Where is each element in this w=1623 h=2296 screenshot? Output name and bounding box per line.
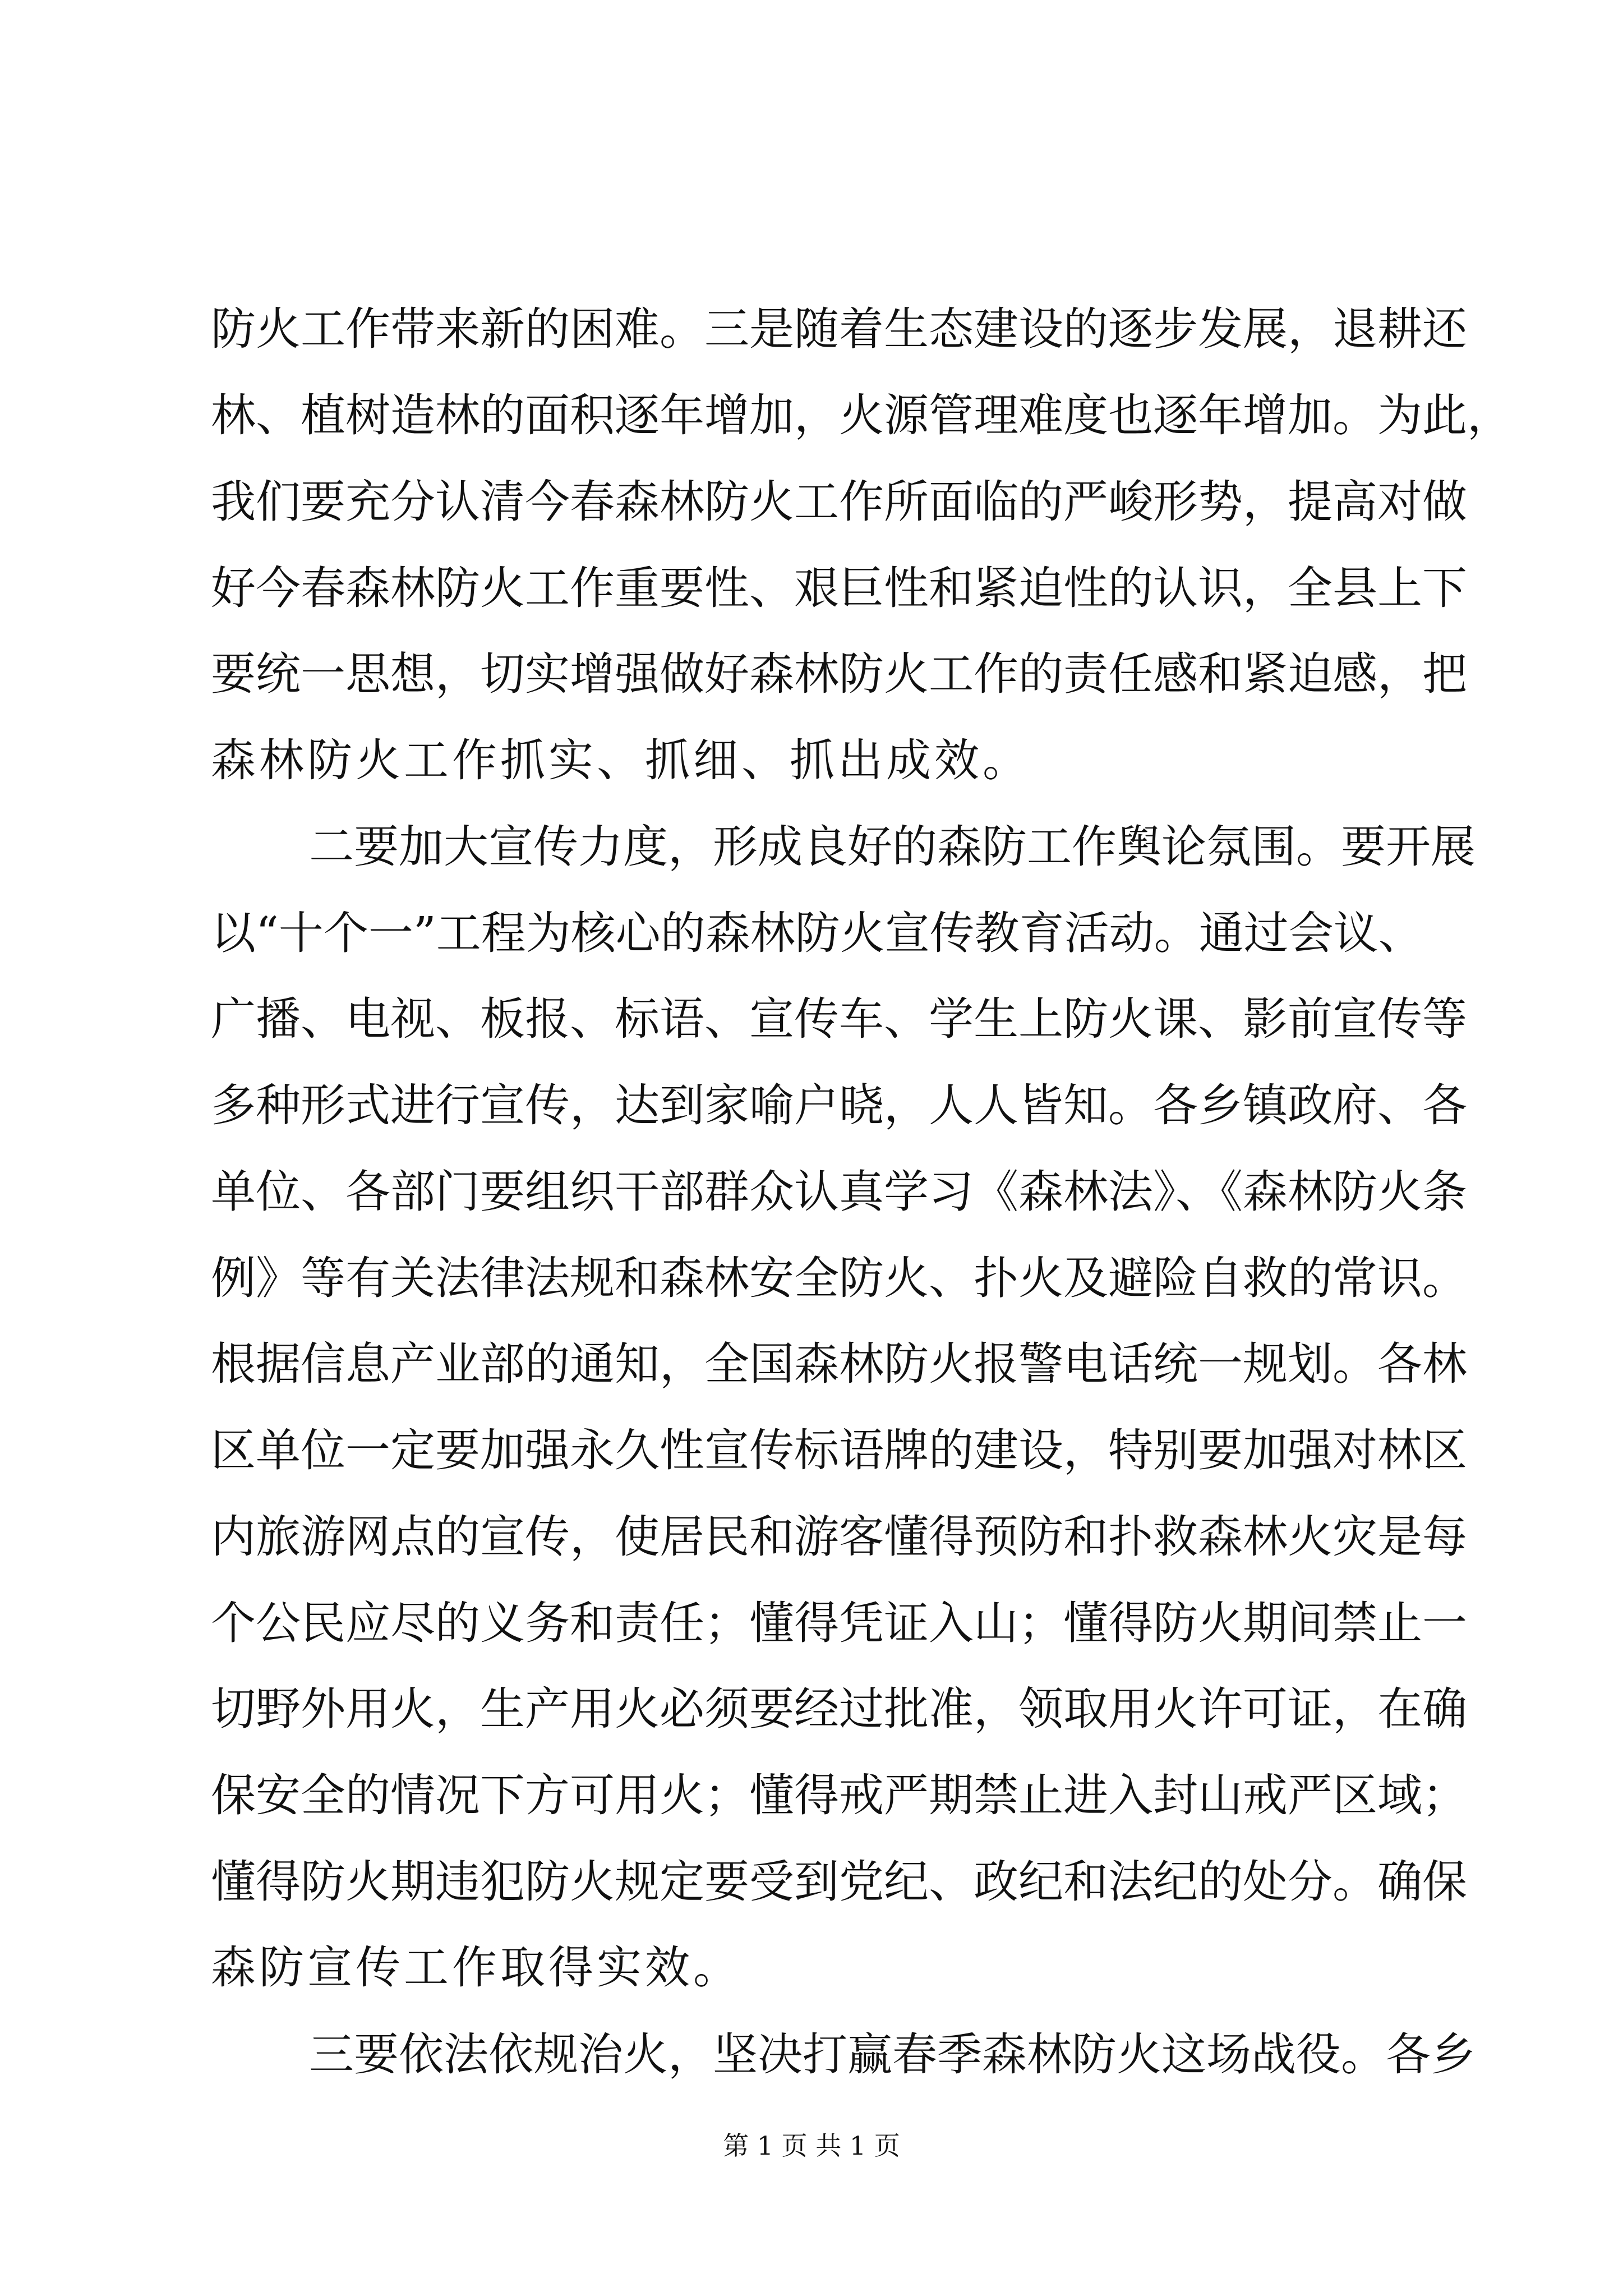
paragraph-2-line-1: 二要加大宣传力度，形成良好的森防工作舆论氛围。要开展 [309, 821, 1476, 873]
paragraph-1-line-5: 要统一思想，切实增强做好森林防火工作的责任感和紧迫感，把 [211, 648, 1467, 700]
paragraph-2-line-9: 内旅游网点的宣传，使居民和游客懂得预防和扑救森林火灾是每 [211, 1511, 1467, 1563]
paragraph-2-line-4: 多种形式进行宣传，达到家喻户晓，人人皆知。各乡镇政府、各 [211, 1079, 1467, 1131]
paragraph-2-line-11: 切野外用火，生产用火必须要经过批准，领取用火许可证，在确 [211, 1683, 1467, 1735]
paragraph-1-line-1: 防火工作带来新的困难。三是随着生态建设的逐步发展，退耕还 [211, 303, 1467, 355]
paragraph-1-line-4: 好今春森林防火工作重要性、艰巨性和紧迫性的认识，全县上下 [211, 562, 1467, 614]
paragraph-2-line-12: 保安全的情况下方可用火；懂得戒严期禁止进入封山戒严区域； [211, 1769, 1467, 1821]
paragraph-2-line-8: 区单位一定要加强永久性宣传标语牌的建设，特别要加强对林区 [211, 1424, 1467, 1476]
paragraph-2-line-13: 懂得防火期违犯防火规定要受到党纪、政纪和法纪的处分。确保 [211, 1856, 1467, 1908]
paragraph-2-line-10: 个公民应尽的义务和责任；懂得凭证入山；懂得防火期间禁止一 [211, 1597, 1467, 1649]
paragraph-2-line-7: 根据信息产业部的通知，全国森林防火报警电话统一规划。各林 [211, 1338, 1467, 1390]
paragraph-2-line-5: 单位、各部门要组织干部群众认真学习《森林法》、《森林防火条 [211, 1166, 1467, 1218]
paragraph-2-line-3: 广播、电视、板报、标语、宣传车、学生上防火课、影前宣传等 [211, 993, 1467, 1045]
paragraph-2-line-2: 以“十个一”工程为核心的森林防火宣传教育活动。通过会议、 [211, 907, 1423, 959]
paragraph-1-line-3: 我们要充分认清今春森林防火工作所面临的严峻形势，提高对做 [211, 476, 1467, 528]
paragraph-1-line-6: 森林防火工作抓实、抓细、抓出成效。 [211, 734, 1031, 786]
paragraph-2-line-14: 森防宣传工作取得实效。 [211, 1941, 741, 1994]
paragraph-3-line-1: 三要依法依规治火，坚决打赢春季森林防火这场战役。各乡 [309, 2028, 1476, 2081]
page-footer: 第 1 页 共 1 页 [723, 2131, 900, 2161]
paragraph-1-line-2: 林、植树造林的面积逐年增加，火源管理难度也逐年增加。为此， [211, 389, 1512, 441]
paragraph-2-line-6: 例》等有关法律法规和森林安全防火、扑火及避险自救的常识。 [211, 1252, 1467, 1304]
